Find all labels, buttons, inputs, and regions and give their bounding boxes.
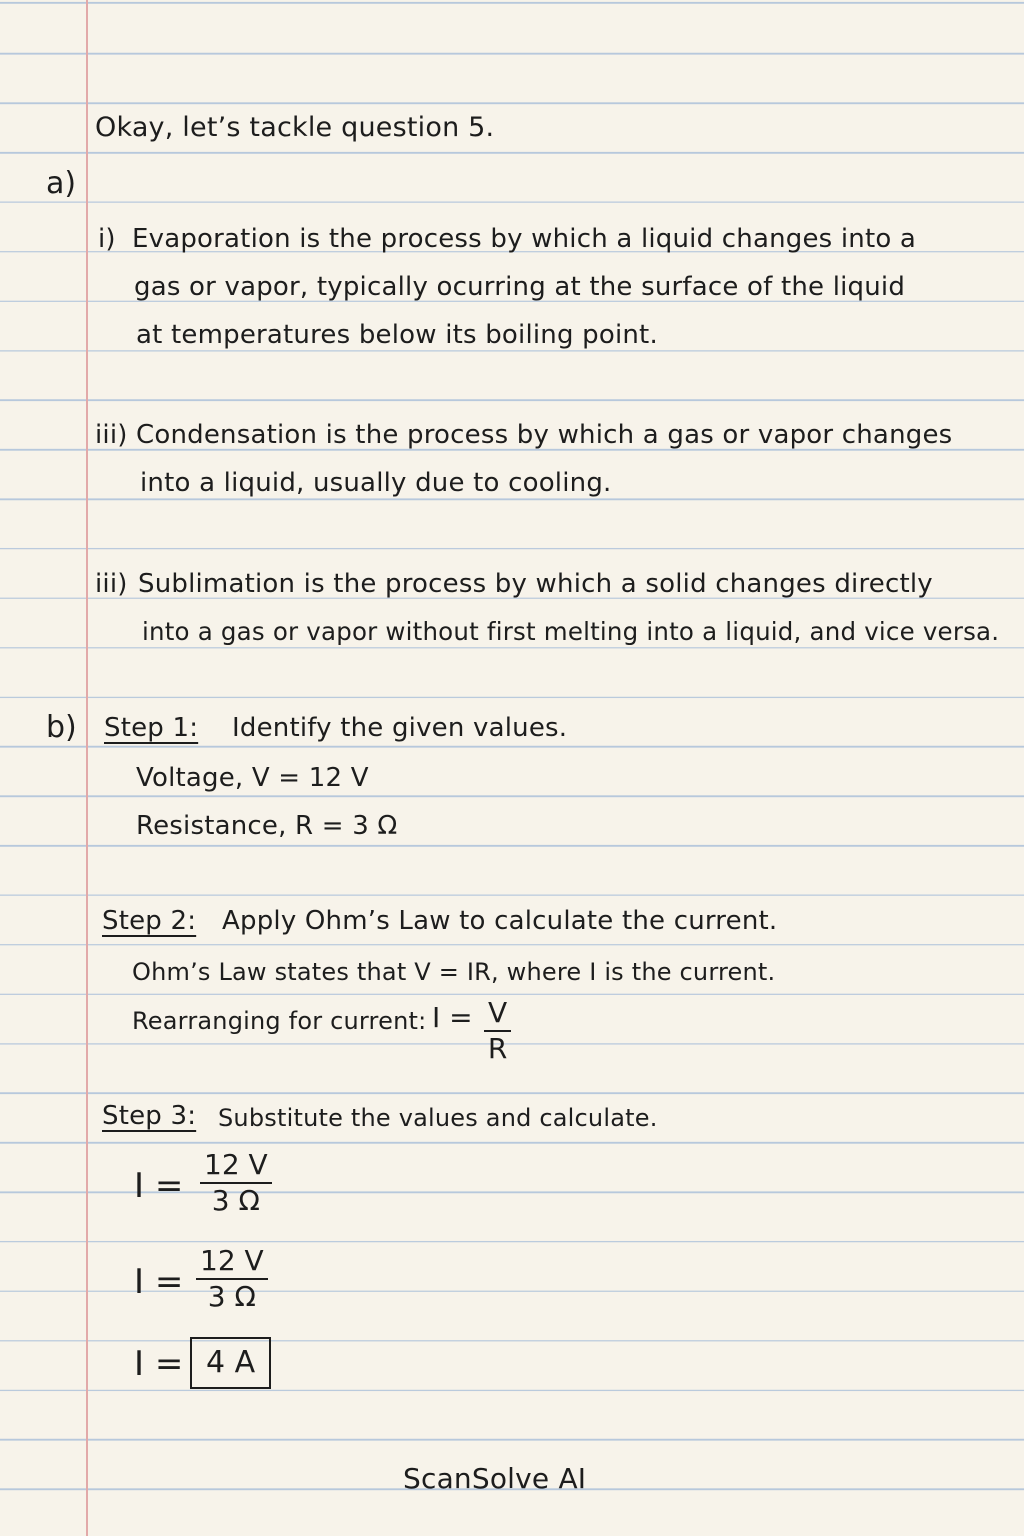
item-iii-line-2: into a gas or vapor without first melting into a liquid, and vice versa. (142, 617, 1000, 646)
step1-heading: Step 1: (104, 713, 199, 743)
eq1-numerator: 12 V (200, 1150, 272, 1184)
item-ii-numeral: iii) (95, 420, 128, 450)
item-ii-line-2: into a liquid, usually due to cooling. (140, 468, 612, 498)
formula-denominator: R (487, 1032, 508, 1065)
step1-text: Identify the given values. (232, 713, 568, 743)
item-ii-line-1: Condensation is the process by which a gas or vapor changes (136, 420, 953, 450)
eq2-fraction (196, 1246, 268, 1312)
step3-text: Substitute the values and calculate. (218, 1104, 658, 1132)
resistance-value: Resistance, R = 3 Ω (136, 811, 398, 841)
rearrange-formula-fraction (484, 998, 511, 1064)
item-i-line-3: at temperatures below its boiling point. (136, 320, 658, 350)
formula-numerator: V (484, 998, 511, 1032)
rearrange-formula-lhs: I = (432, 1001, 473, 1034)
intro-text: Okay, let’s tackle question 5. (95, 112, 495, 143)
part-a-label: a) (46, 166, 77, 201)
eq2-denominator: 3 Ω (207, 1280, 256, 1313)
margin-line (86, 0, 88, 1536)
step2-text: Apply Ohm’s Law to calculate the current. (222, 906, 778, 936)
eq2-numerator: 12 V (196, 1246, 268, 1280)
item-iii-numeral: iii) (95, 569, 128, 599)
step2-heading: Step 2: (102, 906, 197, 936)
eq3-lhs: I = (134, 1344, 184, 1384)
eq1-lhs: I = (134, 1166, 184, 1206)
item-i-line-2: gas or vapor, typically ocurring at the surface of the liquid (134, 272, 906, 302)
item-i-line-1: Evaporation is the process by which a liquid changes into a (132, 224, 917, 254)
step3-heading: Step 3: (102, 1101, 197, 1131)
item-i-numeral: i) (98, 224, 116, 254)
footer-brand: ScanSolve AI (403, 1462, 587, 1495)
part-b-label: b) (46, 710, 77, 745)
ohms-law-statement: Ohm’s Law states that V = IR, where I is the current. (132, 958, 776, 986)
voltage-value: Voltage, V = 12 V (136, 763, 369, 793)
item-iii-line-1: Sublimation is the process by which a solid changes directly (138, 569, 933, 599)
eq2-lhs: I = (134, 1262, 184, 1302)
eq1-denominator: 3 Ω (211, 1184, 260, 1217)
eq1-fraction (200, 1150, 272, 1216)
rearranging-text: Rearranging for current: (132, 1007, 427, 1035)
answer-box: 4 A (190, 1337, 271, 1389)
